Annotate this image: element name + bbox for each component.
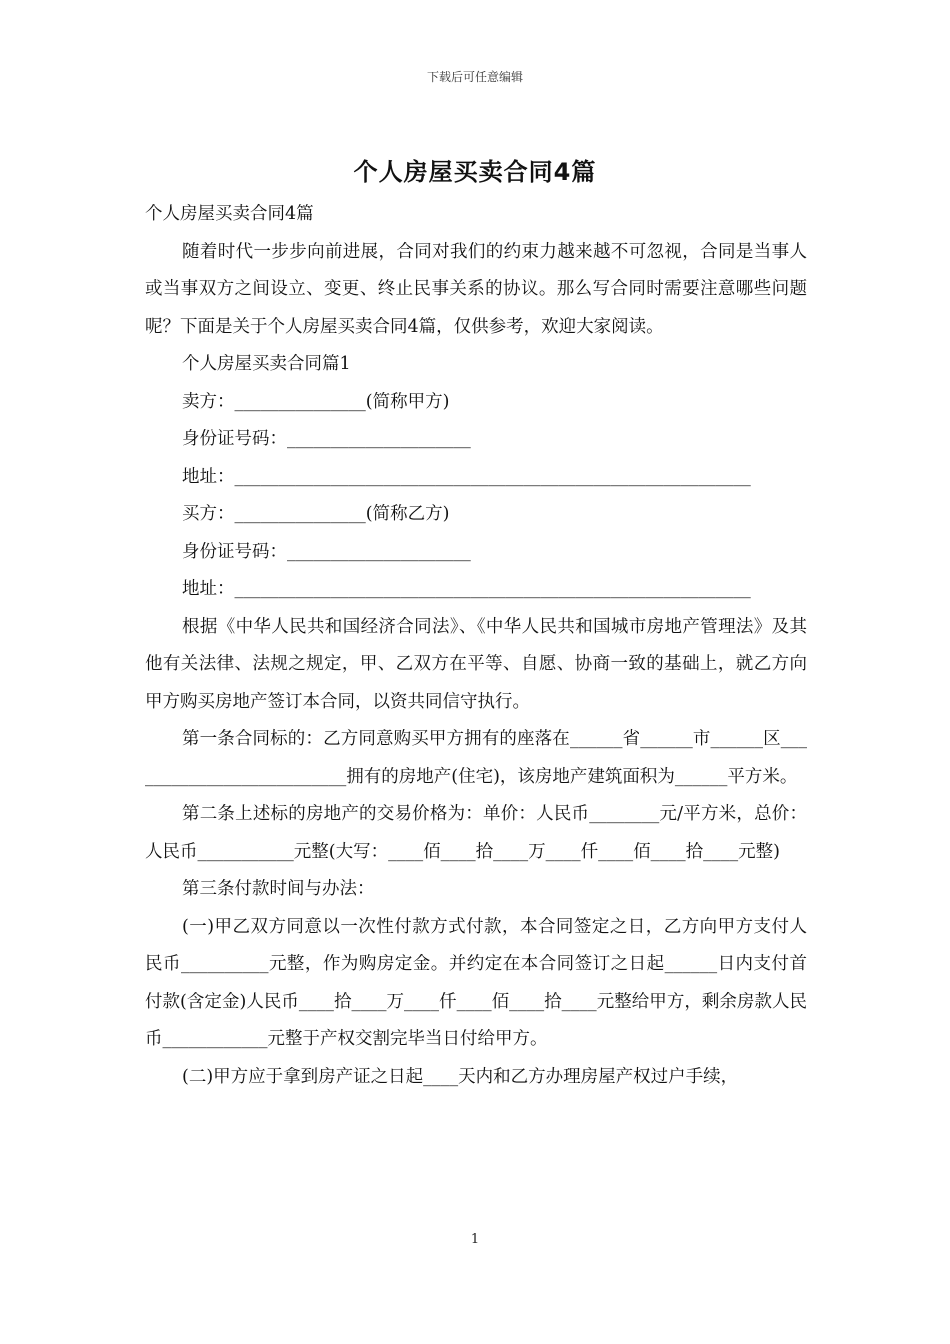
document-title: 个人房屋买卖合同4篇 <box>353 158 597 186</box>
section-heading: 个人房屋买卖合同篇1 <box>182 354 351 374</box>
seller-id-field: 身份证号码：_____________________ <box>182 429 471 449</box>
buyer-address-field: 地址：___________________________________________________________ <box>182 579 751 599</box>
intro-paragraph: 随着时代一步步向前进展，合同对我们的约束力越来越不可忽视，合同是当事人或当事双方之间设立、变更、终止民事关系的协议。那么写合同时需要注意哪些问题呢？下面是关于个人房屋买卖合同4篇，仅供参考，欢迎大家阅读。 <box>145 241 807 337</box>
header-note: 下载后可任意编辑 <box>426 70 523 84</box>
seller-address-field: 地址：___________________________________________________________ <box>182 466 751 487</box>
article-3-item-1: (一)甲乙双方同意以一次性付款方式付款，本合同签定之日，乙方向甲方支付人民币__________元整，作为购房定金。并约定在本合同签订之日起______日内支付首付款(含定金)人民币____拾____万____仟____佰____拾____元整给甲方，剩余房款人民币____________元整于产权交割完毕当日付给甲方。 <box>145 916 807 1049</box>
article-2: 第二条上述标的房地产的交易价格为：单价：人民币________元/平方米，总价：人民币___________元整(大写：____佰____拾____万____仟____佰____拾____元整) <box>145 804 807 862</box>
document-subtitle: 个人房屋买卖合同4篇 <box>145 204 314 224</box>
article-1: 第一条合同标的：乙方同意购买甲方拥有的座落在______省______市______区__________________________拥有的房地产(住宅)，该房地产建筑面积为______平方米。 <box>145 729 807 787</box>
basis-paragraph: 根据《中华人民共和国经济合同法》、《中华人民共和国城市房地产管理法》及其他有关法律、法规之规定，甲、乙双方在平等、自愿、协商一致的基础上，就乙方向甲方购买房地产签订本合同，以资共同信守执行。 <box>145 616 807 712</box>
buyer-field: 买方：_______________(简称乙方) <box>182 504 450 524</box>
document-body <box>145 196 807 1096</box>
page-number: 1 <box>470 1232 480 1247</box>
buyer-id-field: 身份证号码：_____________________ <box>182 541 471 562</box>
seller-field: 卖方：_______________(简称甲方) <box>182 391 450 412</box>
article-3: 第三条付款时间与办法： <box>182 879 375 899</box>
article-3-item-2: (二)甲方应于拿到房产证之日起____天内和乙方办理房屋产权过户手续， <box>182 1066 739 1087</box>
